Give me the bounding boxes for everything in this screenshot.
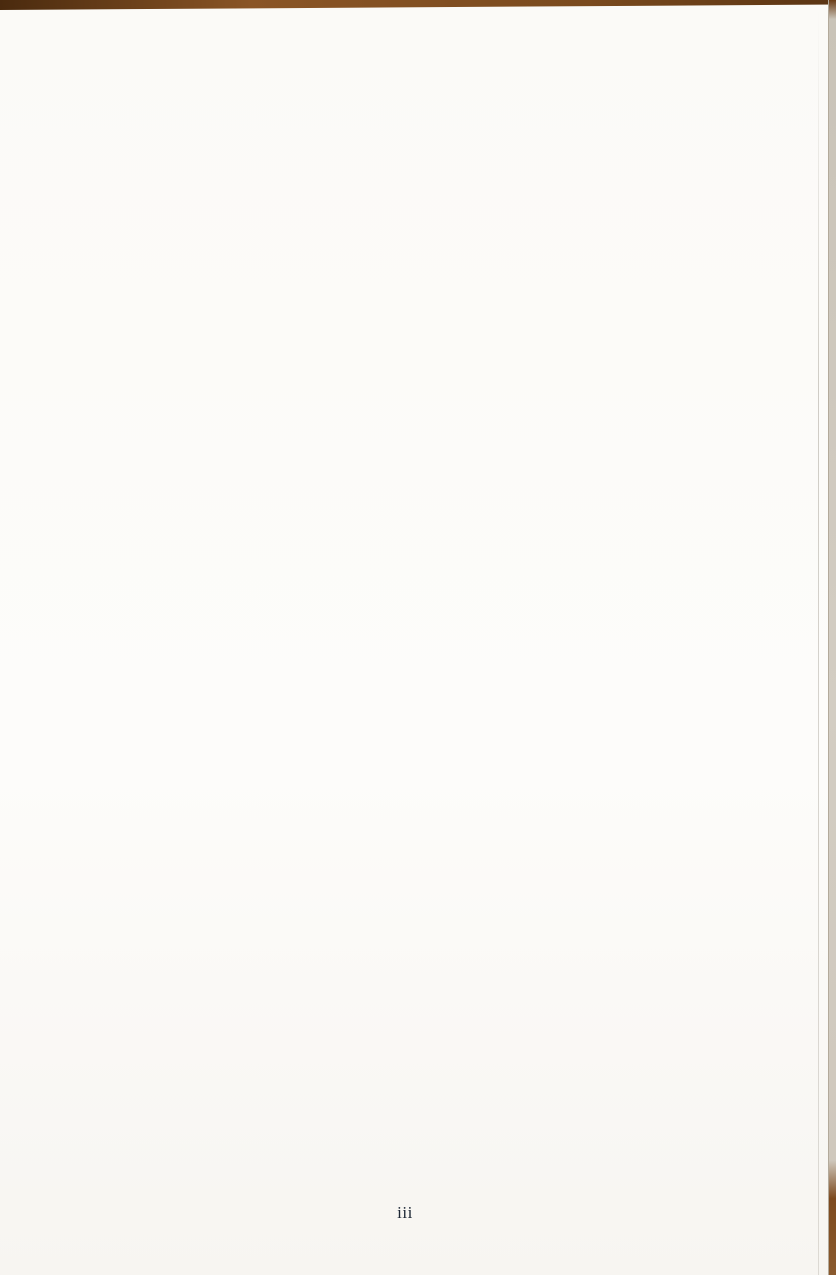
book-page-edges-strip xyxy=(828,0,836,1275)
page-number-footer: iii xyxy=(397,1203,413,1222)
page-edge-shadow xyxy=(818,10,819,1275)
book-top-edge xyxy=(0,0,836,10)
